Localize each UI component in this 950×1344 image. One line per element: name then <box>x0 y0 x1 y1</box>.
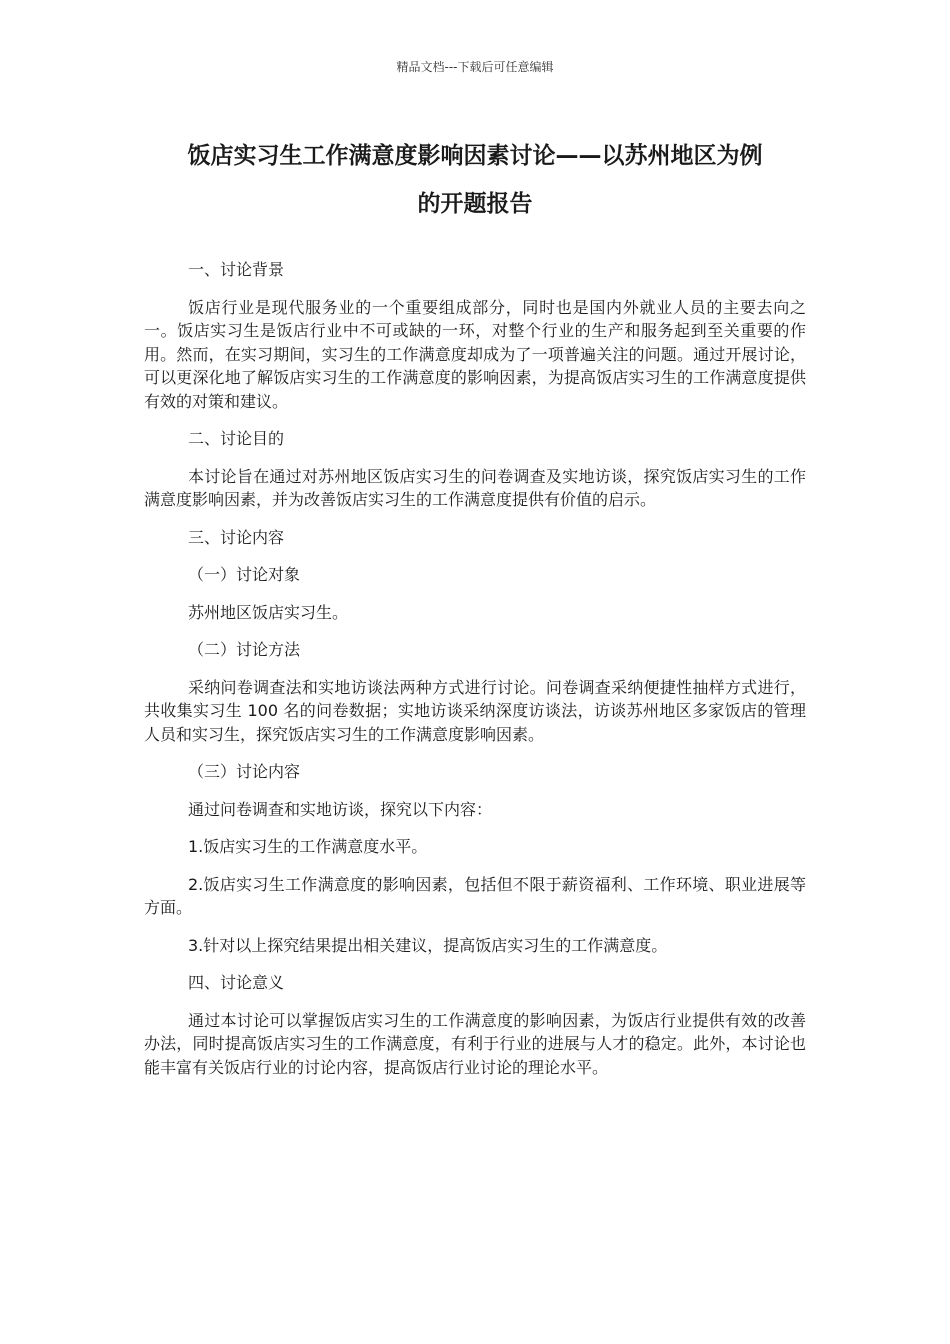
title-line-1: 饭店实习生工作满意度影响因素讨论——以苏州地区为例 <box>187 143 763 169</box>
title-line-2: 的开题报告 <box>417 191 533 217</box>
document-title <box>130 132 820 228</box>
subheading-content: （三）讨论内容 <box>188 762 301 781</box>
paragraph-method: 采纳问卷调查法和实地访谈法两种方式进行讨论。问卷调查采纳便捷性抽样方式进行，共收集实习生 100 名的问卷数据；实地访谈采纳深度访谈法，访谈苏州地区多家饭店的管理人员和实习生，探究饭店实习生的工作满意度影响因素。 <box>144 677 806 744</box>
list-item-2: 2.饭店实习生工作满意度的影响因素，包括但不限于薪资福利、工作环境、职业进展等方面。 <box>144 874 806 917</box>
section-heading-background: 一、讨论背景 <box>188 260 285 279</box>
paragraph-significance: 通过本讨论可以掌握饭店实习生的工作满意度的影响因素，为饭店行业提供有效的改善办法，同时提高饭店实习生的工作满意度，有利于行业的进展与人才的稳定。此外，本讨论也能丰富有关饭店行业的讨论内容，提高饭店行业讨论的理论水平。 <box>144 1010 806 1077</box>
paragraph-object: 苏州地区饭店实习生。 <box>188 602 349 622</box>
section-heading-significance: 四、讨论意义 <box>188 973 285 992</box>
list-item-1: 1.饭店实习生的工作满意度水平。 <box>188 837 428 856</box>
paragraph-purpose: 本讨论旨在通过对苏州地区饭店实习生的问卷调查及实地访谈，探究饭店实习生的工作满意度影响因素，并为改善饭店实习生的工作满意度提供有价值的启示。 <box>144 466 806 509</box>
document-body <box>144 258 806 1093</box>
list-item-3: 3.针对以上探究结果提出相关建议，提高饭店实习生的工作满意度。 <box>188 935 668 955</box>
section-heading-purpose: 二、讨论目的 <box>188 429 285 448</box>
section-heading-content: 三、讨论内容 <box>188 527 285 547</box>
subheading-object: （一）讨论对象 <box>188 565 301 584</box>
subheading-method: （二）讨论方法 <box>188 640 301 659</box>
paragraph-content-intro: 通过问卷调查和实地访谈，探究以下内容： <box>188 799 493 819</box>
paragraph-background: 饭店行业是现代服务业的一个重要组成部分，同时也是国内外就业人员的主要去向之一。饭店实习生是饭店行业中不可或缺的一环，对整个行业的生产和服务起到至关重要的作用。然而，在实习期间，实习生的工作满意度却成为了一项普遍关注的问题。通过开展讨论，可以更深化地了解饭店实习生的工作满意度的影响因素，为提高饭店实习生的工作满意度提供有效的对策和建议。 <box>144 297 806 411</box>
header-note: 精品文档---下载后可任意编辑 <box>396 60 554 74</box>
